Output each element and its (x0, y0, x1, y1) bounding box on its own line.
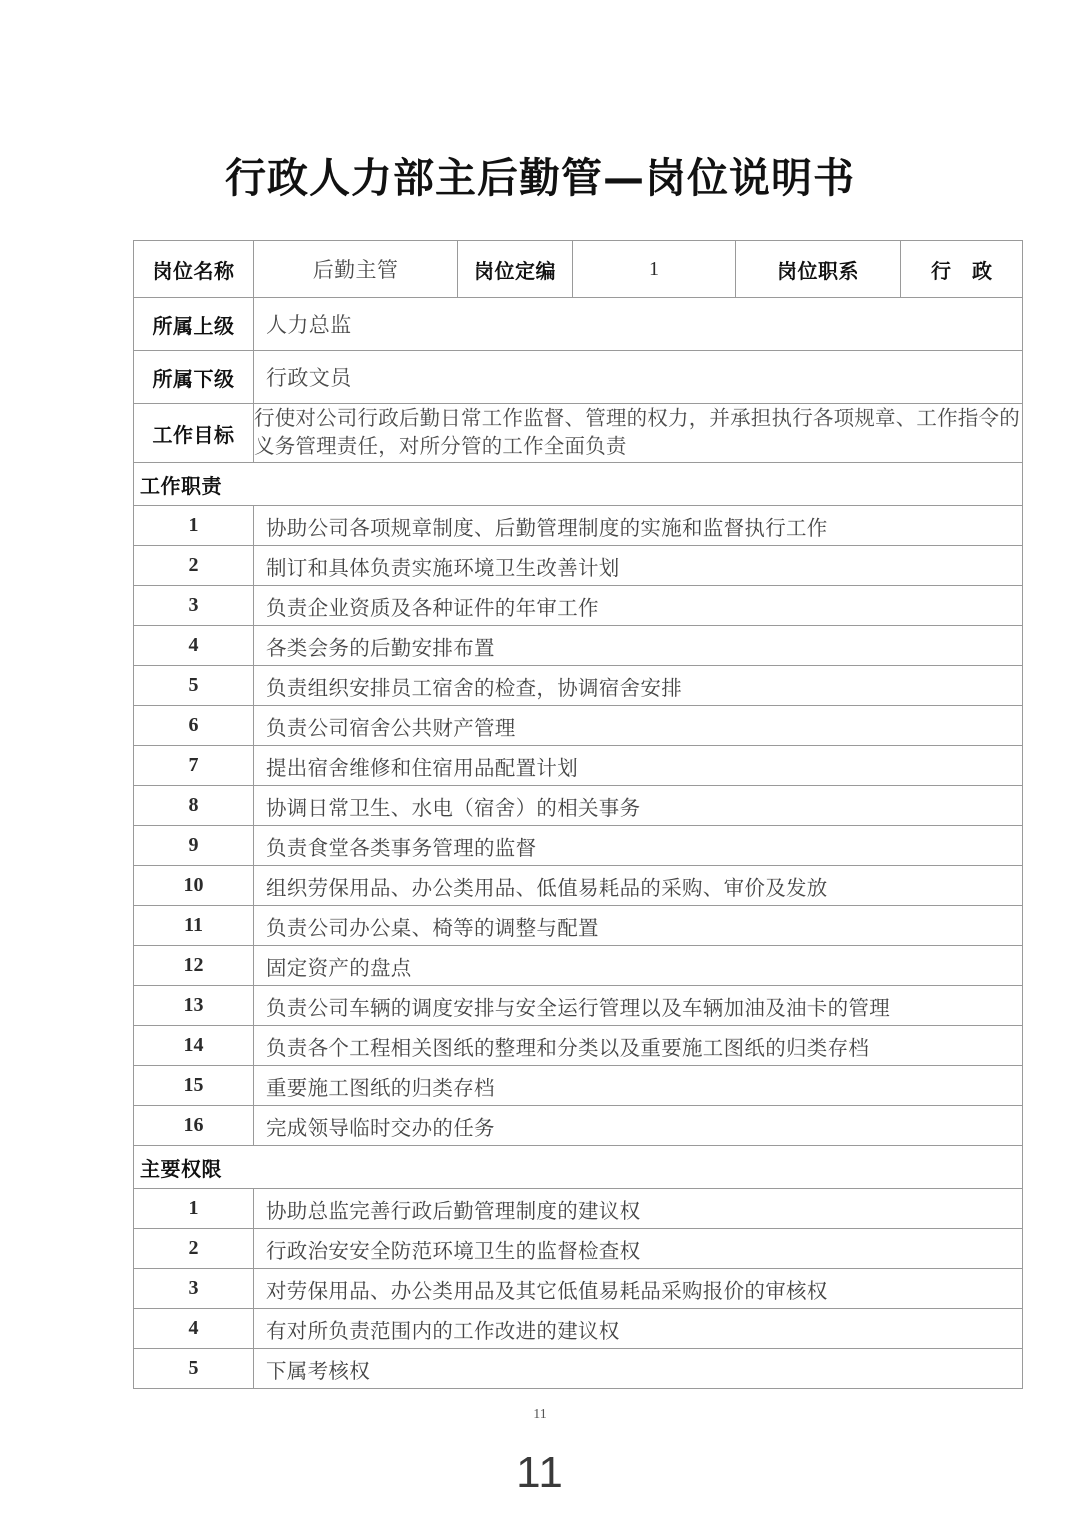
table-row (134, 706, 1023, 746)
duties-text: 负责公司车辆的调度安排与安全运行管理以及车辆加油及油卡的管理 (254, 986, 1023, 1026)
duties-index: 13 (134, 986, 254, 1026)
authorities-text: 行政治安安全防范环境卫生的监督检查权 (254, 1229, 1023, 1269)
authorities-index: 1 (134, 1189, 254, 1229)
duties-text: 负责公司办公桌、椅等的调整与配置 (254, 906, 1023, 946)
duties-index: 5 (134, 666, 254, 706)
duties-index: 14 (134, 1026, 254, 1066)
authorities-index: 4 (134, 1309, 254, 1349)
duties-text: 负责企业资质及各种证件的年审工作 (254, 586, 1023, 626)
table-row (134, 1349, 1023, 1389)
authorities-text: 下属考核权 (254, 1349, 1023, 1389)
duties-text: 各类会务的后勤安排布置 (254, 626, 1023, 666)
table-row (134, 1229, 1023, 1269)
job-description-table (133, 240, 1023, 1389)
headcount-label: 岗位定编 (458, 241, 573, 298)
authorities-text: 对劳保用品、办公类用品及其它低值易耗品采购报价的审核权 (254, 1269, 1023, 1309)
table-row (134, 746, 1023, 786)
duties-index: 15 (134, 1066, 254, 1106)
authorities-text: 有对所负责范围内的工作改进的建议权 (254, 1309, 1023, 1349)
table-row (134, 946, 1023, 986)
footer-page-number-small: 11 (533, 1407, 547, 1422)
duties-section-title: 工作职责 (134, 463, 1023, 506)
duties-index: 4 (134, 626, 254, 666)
authorities-index: 5 (134, 1349, 254, 1389)
table-row (134, 626, 1023, 666)
subordinate-value: 行政文员 (254, 351, 1023, 404)
duties-index: 3 (134, 586, 254, 626)
footer-page-number-large: 11 (516, 1448, 564, 1497)
duties-index: 8 (134, 786, 254, 826)
authorities-index: 3 (134, 1269, 254, 1309)
table-row-position-header (134, 241, 1023, 298)
duties-text: 完成领导临时交办的任务 (254, 1106, 1023, 1146)
table-body (134, 241, 1023, 1389)
table-row (134, 546, 1023, 586)
job-family-label: 岗位职系 (736, 241, 901, 298)
table-row (134, 1309, 1023, 1349)
duties-index: 2 (134, 546, 254, 586)
position-name-value: 后勤主管 (254, 241, 458, 298)
duties-index: 1 (134, 506, 254, 546)
table-row (134, 506, 1023, 546)
table-row (134, 866, 1023, 906)
position-name-label: 岗位名称 (134, 241, 254, 298)
authorities-section-title: 主要权限 (134, 1146, 1023, 1189)
duties-text: 提出宿舍维修和住宿用品配置计划 (254, 746, 1023, 786)
duties-text: 固定资产的盘点 (254, 946, 1023, 986)
table-row (134, 786, 1023, 826)
authorities-text: 协助总监完善行政后勤管理制度的建议权 (254, 1189, 1023, 1229)
table-row-subordinate (134, 351, 1023, 404)
objective-label: 工作目标 (134, 404, 254, 463)
duties-index: 7 (134, 746, 254, 786)
headcount-value: 1 (573, 241, 736, 298)
table-row (134, 1026, 1023, 1066)
table-row-superior (134, 298, 1023, 351)
table-row (134, 586, 1023, 626)
duties-text: 负责各个工程相关图纸的整理和分类以及重要施工图纸的归类存档 (254, 1026, 1023, 1066)
table-row (134, 986, 1023, 1026)
section-header-duties (134, 463, 1023, 506)
duties-index: 6 (134, 706, 254, 746)
objective-value: 行使对公司行政后勤日常工作监督、管理的权力，并承担执行各项规章、工作指令的义务管理责任，对所分管的工作全面负责 (254, 404, 1023, 463)
table-row (134, 1066, 1023, 1106)
duties-index: 11 (134, 906, 254, 946)
table-row (134, 1106, 1023, 1146)
duties-text: 重要施工图纸的归类存档 (254, 1066, 1023, 1106)
duties-text: 负责组织安排员工宿舍的检查，协调宿舍安排 (254, 666, 1023, 706)
duties-index: 9 (134, 826, 254, 866)
duties-index: 12 (134, 946, 254, 986)
duties-index: 10 (134, 866, 254, 906)
duties-text: 负责公司宿舍公共财产管理 (254, 706, 1023, 746)
superior-value: 人力总监 (254, 298, 1023, 351)
subordinate-label: 所属下级 (134, 351, 254, 404)
section-header-authorities (134, 1146, 1023, 1189)
superior-label: 所属上级 (134, 298, 254, 351)
job-family-value: 行 政 (901, 241, 1023, 298)
duties-text: 协调日常卫生、水电（宿舍）的相关事务 (254, 786, 1023, 826)
duties-text: 制订和具体负责实施环境卫生改善计划 (254, 546, 1023, 586)
authorities-index: 2 (134, 1229, 254, 1269)
table-row (134, 666, 1023, 706)
table-row (134, 906, 1023, 946)
table-row-objective (134, 404, 1023, 463)
duties-text: 组织劳保用品、办公类用品、低值易耗品的采购、审价及发放 (254, 866, 1023, 906)
table-row (134, 1189, 1023, 1229)
table-row (134, 1269, 1023, 1309)
duties-text: 协助公司各项规章制度、后勤管理制度的实施和监督执行工作 (254, 506, 1023, 546)
table-row (134, 826, 1023, 866)
duties-index: 16 (134, 1106, 254, 1146)
duties-text: 负责食堂各类事务管理的监督 (254, 826, 1023, 866)
page-title: 行政人力部主后勤管—岗位说明书 (225, 154, 855, 202)
